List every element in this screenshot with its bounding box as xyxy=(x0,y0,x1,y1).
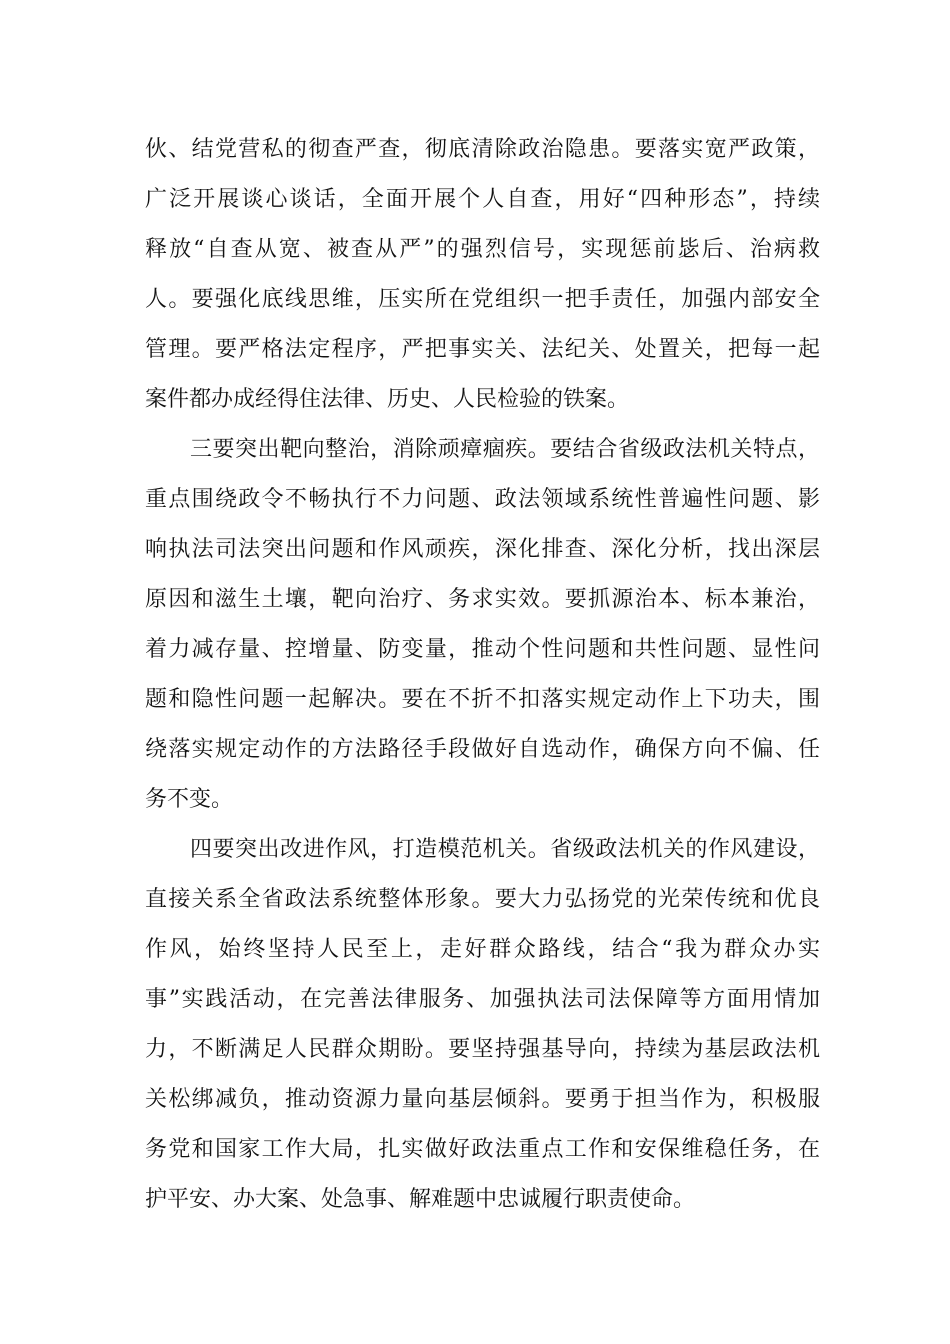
text-line: 关松绑减负，推动资源力量向基层倾斜。要勇于担当作为，积极服 xyxy=(145,1087,820,1112)
text-line: 人。要强化底线思维，压实所在党组织一把手责任，加强内部安全 xyxy=(145,287,820,312)
text-line: 作风，始终坚持人民至上，走好群众路线，结合“我为群众办实 xyxy=(145,937,820,962)
text-line: 着力减存量、控增量、防变量，推动个性问题和共性问题、显性问 xyxy=(145,637,820,662)
text-line: 释放“自查从宽、被查从严”的强烈信号，实现惩前毖后、治病救 xyxy=(145,237,820,262)
text-line: 事”实践活动，在完善法律服务、加强执法司法保障等方面用情加 xyxy=(145,987,820,1012)
text-line: 案件都办成经得住法律、历史、人民检验的铁案。 xyxy=(145,387,630,412)
text-line: 管理。要严格法定程序，严把事实关、法纪关、处置关，把每一起 xyxy=(145,337,820,362)
text-line: 务党和国家工作大局，扎实做好政法重点工作和安保维稳任务，在 xyxy=(145,1137,820,1162)
text-line: 原因和滋生土壤，靶向治疗、务求实效。要抓源治本、标本兼治， xyxy=(145,587,820,612)
text-line: 护平安、办大案、处急事、解难题中忠诚履行职责使命。 xyxy=(145,1187,696,1212)
text-line: 响执法司法突出问题和作风顽疾，深化排查、深化分析，找出深层 xyxy=(145,537,820,562)
text-line: 伙、结党营私的彻查严查，彻底清除政治隐患。要落实宽严政策， xyxy=(145,137,820,162)
text-line: 直接关系全省政法系统整体形象。要大力弘扬党的光荣传统和优良 xyxy=(145,887,820,912)
text-line: 广泛开展谈心谈话，全面开展个人自查，用好“四种形态”，持续 xyxy=(145,187,820,212)
text-line: 绕落实规定动作的方法路径手段做好自选动作，确保方向不偏、任 xyxy=(145,737,820,762)
text-line: 重点围绕政令不畅执行不力问题、政法领域系统性普遍性问题、影 xyxy=(145,487,820,512)
text-line: 力，不断满足人民群众期盼。要坚持强基导向，持续为基层政法机 xyxy=(145,1037,820,1062)
text-line: 四要突出改进作风，打造模范机关。省级政法机关的作风建设， xyxy=(190,837,820,862)
text-line: 务不变。 xyxy=(145,787,234,812)
text-line: 三要突出靶向整治，消除顽瘴痼疾。要结合省级政法机关特点， xyxy=(190,437,820,462)
text-line: 题和隐性问题一起解决。要在不折不扣落实规定动作上下功夫，围 xyxy=(145,687,820,712)
